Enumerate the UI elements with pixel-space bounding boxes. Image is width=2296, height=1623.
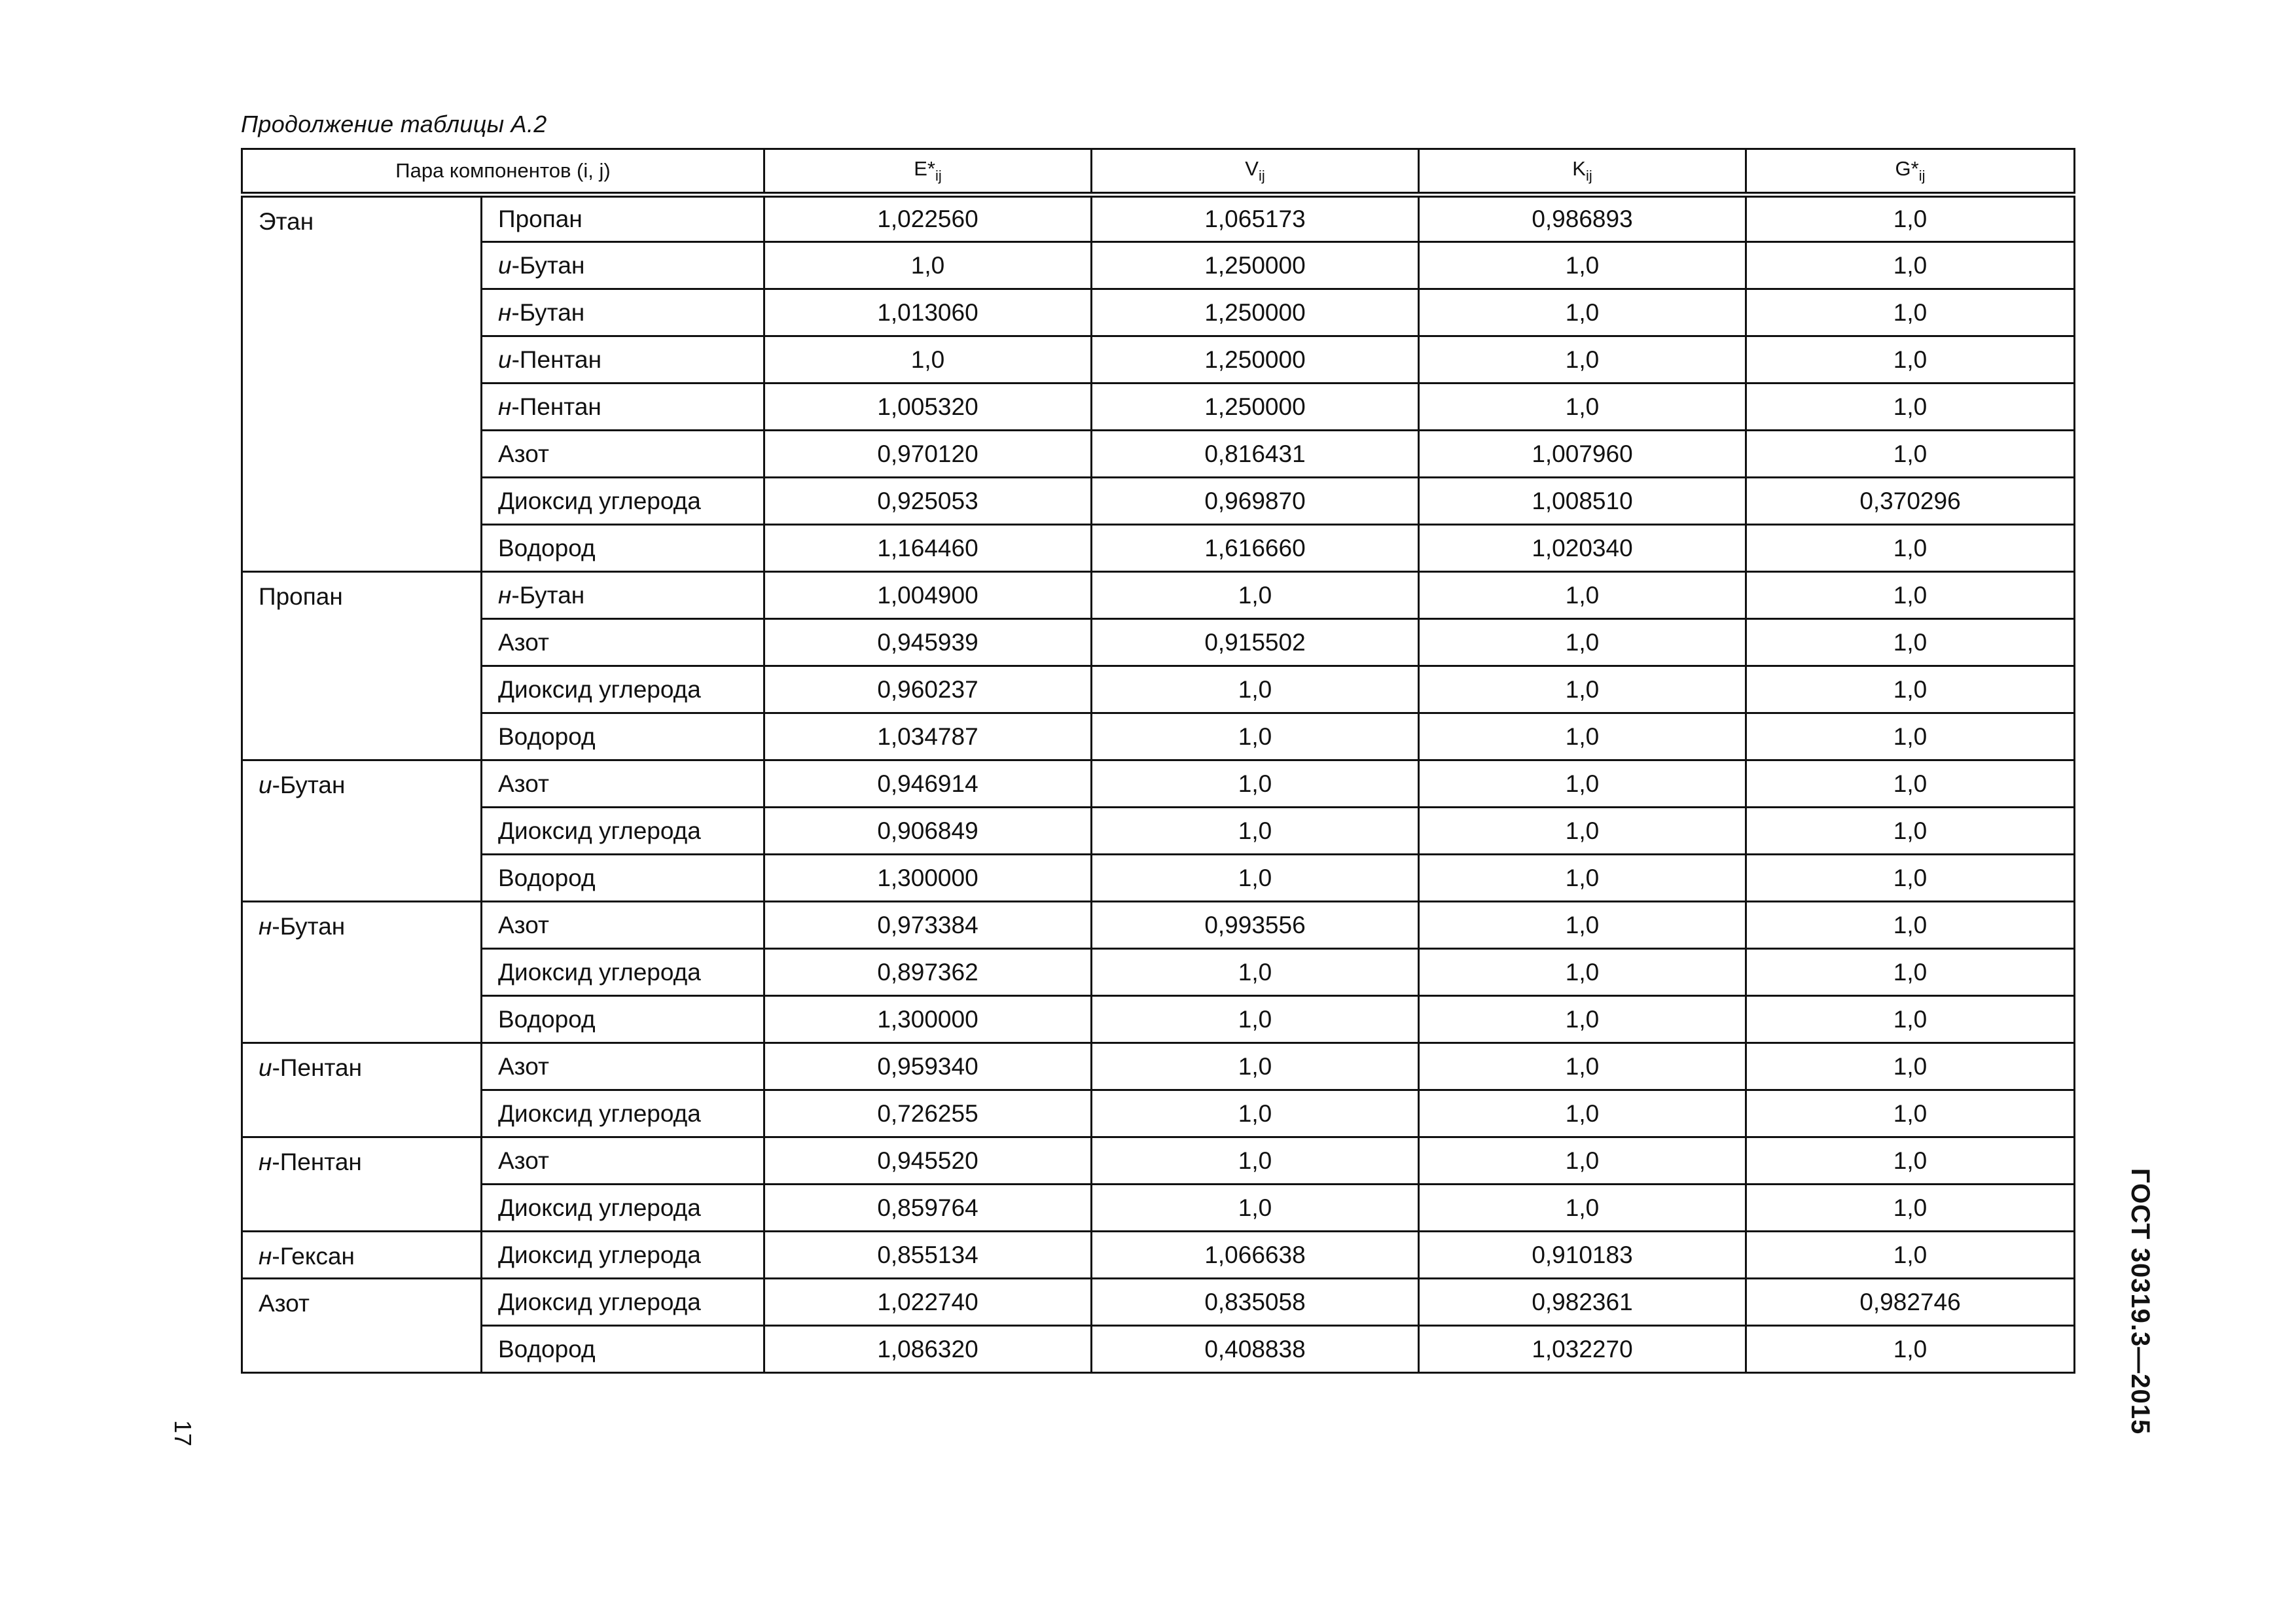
value-cell-k: 1,020340 <box>1419 525 1746 572</box>
second-component-cell <box>482 619 764 666</box>
component-name: Пропан <box>498 205 583 232</box>
value-cell-k: 1,0 <box>1419 949 1746 996</box>
value-cell-e: 0,946914 <box>764 760 1092 808</box>
value-cell-g: 1,0 <box>1746 855 2075 902</box>
component-name: Азот <box>498 440 549 467</box>
value-cell-g: 1,0 <box>1746 572 2075 619</box>
value-cell-v: 1,0 <box>1092 666 1419 713</box>
value-cell-e: 1,005320 <box>764 383 1092 431</box>
component-name: Диоксид углерода <box>498 1194 701 1221</box>
second-component-cell <box>482 525 764 572</box>
component-name: -Бутан <box>511 251 585 279</box>
value-cell-g: 1,0 <box>1746 619 2075 666</box>
value-cell-g: 1,0 <box>1746 431 2075 478</box>
component-name: Диоксид углерода <box>498 817 701 844</box>
header-v: $V_{ij}$ <box>1092 149 1419 195</box>
value-cell-e: 0,959340 <box>764 1043 1092 1090</box>
table-row <box>242 949 2075 996</box>
table-row <box>242 713 2075 760</box>
value-cell-k: 1,032270 <box>1419 1326 1746 1373</box>
first-component-cell <box>242 760 482 902</box>
value-cell-e: 1,0 <box>764 242 1092 289</box>
component-name: -Гексан <box>272 1243 355 1270</box>
header-pair: Пара компонентов (i, j) <box>242 149 764 195</box>
table-row <box>242 808 2075 855</box>
value-cell-e: 1,086320 <box>764 1326 1092 1373</box>
component-name: Диоксид углерода <box>498 1288 701 1315</box>
table-row <box>242 336 2075 383</box>
value-cell-e: 1,034787 <box>764 713 1092 760</box>
first-component-cell <box>242 1232 482 1279</box>
value-cell-k: 1,0 <box>1419 1137 1746 1185</box>
value-cell-g: 1,0 <box>1746 383 2075 431</box>
second-component-cell <box>482 478 764 525</box>
second-component-cell <box>482 1232 764 1279</box>
component-prefix: н <box>498 298 512 326</box>
value-cell-k: 0,986893 <box>1419 195 1746 242</box>
component-name: Азот <box>498 1147 549 1174</box>
table-row <box>242 383 2075 431</box>
value-cell-k: 1,0 <box>1419 572 1746 619</box>
value-cell-e: 0,726255 <box>764 1090 1092 1137</box>
component-name: Диоксид углерода <box>498 1241 701 1268</box>
table-row <box>242 525 2075 572</box>
value-cell-k: 1,0 <box>1419 760 1746 808</box>
value-cell-g: 1,0 <box>1746 996 2075 1043</box>
component-prefix: и <box>498 346 512 373</box>
value-cell-k: 1,0 <box>1419 713 1746 760</box>
value-cell-g: 1,0 <box>1746 1090 2075 1137</box>
table-row <box>242 902 2075 949</box>
component-name: Водород <box>498 1335 596 1363</box>
table-row <box>242 478 2075 525</box>
value-cell-k: 1,0 <box>1419 242 1746 289</box>
component-name: -Бутан <box>511 298 585 326</box>
value-cell-g: 1,0 <box>1746 242 2075 289</box>
first-component-cell <box>242 572 482 760</box>
component-prefix: и <box>259 1054 272 1081</box>
value-cell-v: 1,0 <box>1092 1043 1419 1090</box>
value-cell-e: 0,925053 <box>764 478 1092 525</box>
second-component-cell <box>482 383 764 431</box>
value-cell-e: 0,945939 <box>764 619 1092 666</box>
second-component-cell <box>482 760 764 808</box>
value-cell-g: 1,0 <box>1746 713 2075 760</box>
value-cell-k: 1,0 <box>1419 666 1746 713</box>
table-row <box>242 1232 2075 1279</box>
value-cell-e: 0,906849 <box>764 808 1092 855</box>
component-name: Диоксид углерода <box>498 958 701 986</box>
first-component-cell <box>242 1279 482 1373</box>
value-cell-v: 1,0 <box>1092 572 1419 619</box>
value-cell-k: 1,0 <box>1419 1185 1746 1232</box>
table-row <box>242 289 2075 336</box>
table-row <box>242 1279 2075 1326</box>
value-cell-v: 0,969870 <box>1092 478 1419 525</box>
value-cell-v: 0,816431 <box>1092 431 1419 478</box>
value-cell-e: 1,013060 <box>764 289 1092 336</box>
second-component-cell <box>482 713 764 760</box>
value-cell-e: 0,945520 <box>764 1137 1092 1185</box>
value-cell-k: 1,0 <box>1419 1043 1746 1090</box>
component-name: Азот <box>498 628 549 656</box>
component-name: Водород <box>498 864 596 891</box>
component-name: Азот <box>498 770 549 797</box>
value-cell-g: 0,370296 <box>1746 478 2075 525</box>
value-cell-g: 1,0 <box>1746 760 2075 808</box>
table-row <box>242 1090 2075 1137</box>
value-cell-e: 1,004900 <box>764 572 1092 619</box>
table-row <box>242 1043 2075 1090</box>
component-prefix: н <box>498 393 512 420</box>
value-cell-e: 1,164460 <box>764 525 1092 572</box>
value-cell-v: 1,0 <box>1092 949 1419 996</box>
value-cell-v: 0,408838 <box>1092 1326 1419 1373</box>
component-name: Этан <box>259 208 314 235</box>
component-prefix: н <box>259 913 272 940</box>
value-cell-v: 0,835058 <box>1092 1279 1419 1326</box>
second-component-cell <box>482 572 764 619</box>
value-cell-e: 0,973384 <box>764 902 1092 949</box>
component-prefix: и <box>498 251 512 279</box>
value-cell-v: 1,0 <box>1092 760 1419 808</box>
value-cell-g: 1,0 <box>1746 808 2075 855</box>
second-component-cell <box>482 666 764 713</box>
value-cell-g: 1,0 <box>1746 902 2075 949</box>
header-g: $G*_{ij}$ <box>1746 149 2075 195</box>
component-name: -Пентан <box>511 393 601 420</box>
component-name: Водород <box>498 722 596 750</box>
second-component-cell <box>482 195 764 242</box>
value-cell-k: 1,0 <box>1419 336 1746 383</box>
value-cell-v: 0,993556 <box>1092 902 1419 949</box>
component-prefix: н <box>259 1149 272 1175</box>
value-cell-e: 0,859764 <box>764 1185 1092 1232</box>
second-component-cell <box>482 336 764 383</box>
value-cell-v: 1,250000 <box>1092 336 1419 383</box>
table-row <box>242 431 2075 478</box>
second-component-cell <box>482 902 764 949</box>
value-cell-g: 1,0 <box>1746 195 2075 242</box>
table-row <box>242 996 2075 1043</box>
value-cell-k: 1,0 <box>1419 619 1746 666</box>
table-row <box>242 1137 2075 1185</box>
component-name: -Бутан <box>272 913 346 940</box>
value-cell-e: 0,855134 <box>764 1232 1092 1279</box>
value-cell-e: 0,897362 <box>764 949 1092 996</box>
value-cell-k: 1,007960 <box>1419 431 1746 478</box>
second-component-cell <box>482 1279 764 1326</box>
value-cell-g: 1,0 <box>1746 1326 2075 1373</box>
second-component-cell <box>482 949 764 996</box>
component-name: -Пентан <box>511 346 602 373</box>
value-cell-e: 1,300000 <box>764 996 1092 1043</box>
second-component-cell <box>482 996 764 1043</box>
second-component-cell <box>482 1043 764 1090</box>
second-component-cell <box>482 1326 764 1373</box>
value-cell-g: 1,0 <box>1746 1232 2075 1279</box>
table-row <box>242 242 2075 289</box>
second-component-cell <box>482 289 764 336</box>
first-component-cell <box>242 1137 482 1232</box>
value-cell-g: 0,982746 <box>1746 1279 2075 1326</box>
value-cell-k: 1,0 <box>1419 996 1746 1043</box>
table-row <box>242 1185 2075 1232</box>
second-component-cell <box>482 242 764 289</box>
value-cell-g: 1,0 <box>1746 1185 2075 1232</box>
value-cell-k: 1,0 <box>1419 1090 1746 1137</box>
component-name: Водород <box>498 534 596 562</box>
value-cell-v: 1,250000 <box>1092 383 1419 431</box>
table-row <box>242 1326 2075 1373</box>
value-cell-v: 1,0 <box>1092 713 1419 760</box>
value-cell-k: 1,008510 <box>1419 478 1746 525</box>
table-row <box>242 666 2075 713</box>
second-component-cell <box>482 1090 764 1137</box>
value-cell-v: 1,250000 <box>1092 289 1419 336</box>
table-row <box>242 855 2075 902</box>
table-caption: Продолжение таблицы А.2 <box>241 111 547 137</box>
value-cell-v: 1,0 <box>1092 996 1419 1043</box>
second-component-cell <box>482 808 764 855</box>
component-name: Пропан <box>259 583 343 610</box>
table-row <box>242 195 2075 242</box>
component-name: -Пентан <box>272 1149 362 1175</box>
value-cell-g: 1,0 <box>1746 289 2075 336</box>
value-cell-v: 1,0 <box>1092 1137 1419 1185</box>
value-cell-k: 1,0 <box>1419 855 1746 902</box>
parameters-table <box>241 148 2075 1374</box>
component-name: Азот <box>498 911 549 938</box>
first-component-cell <box>242 1043 482 1137</box>
value-cell-e: 1,0 <box>764 336 1092 383</box>
table-row <box>242 572 2075 619</box>
value-cell-k: 1,0 <box>1419 289 1746 336</box>
table-body <box>242 195 2075 1373</box>
second-component-cell <box>482 855 764 902</box>
value-cell-v: 1,0 <box>1092 1185 1419 1232</box>
second-component-cell <box>482 431 764 478</box>
value-cell-k: 1,0 <box>1419 383 1746 431</box>
value-cell-k: 1,0 <box>1419 902 1746 949</box>
value-cell-v: 1,616660 <box>1092 525 1419 572</box>
component-name: Азот <box>259 1290 310 1317</box>
value-cell-k: 1,0 <box>1419 808 1746 855</box>
table-row <box>242 760 2075 808</box>
value-cell-v: 1,065173 <box>1092 195 1419 242</box>
component-prefix: н <box>498 581 512 609</box>
component-name: -Бутан <box>511 581 585 609</box>
value-cell-e: 1,022560 <box>764 195 1092 242</box>
component-name: Водород <box>498 1005 596 1033</box>
value-cell-k: 0,982361 <box>1419 1279 1746 1326</box>
second-component-cell <box>482 1185 764 1232</box>
component-name: Диоксид углерода <box>498 487 701 514</box>
value-cell-k: 0,910183 <box>1419 1232 1746 1279</box>
header-e: $E*_{ij}$ <box>764 149 1092 195</box>
value-cell-g: 1,0 <box>1746 336 2075 383</box>
value-cell-v: 1,250000 <box>1092 242 1419 289</box>
component-name: -Бутан <box>272 772 346 798</box>
second-component-cell <box>482 1137 764 1185</box>
first-component-cell <box>242 902 482 1043</box>
value-cell-e: 1,022740 <box>764 1279 1092 1326</box>
value-cell-v: 1,0 <box>1092 808 1419 855</box>
value-cell-e: 1,300000 <box>764 855 1092 902</box>
component-name: -Пентан <box>272 1054 363 1081</box>
document-code: ГОСТ 30319.3—2015 <box>2126 1168 2155 1435</box>
value-cell-g: 1,0 <box>1746 1137 2075 1185</box>
value-cell-g: 1,0 <box>1746 525 2075 572</box>
page-number: 17 <box>170 1420 196 1447</box>
value-cell-e: 0,970120 <box>764 431 1092 478</box>
component-name: Диоксид углерода <box>498 675 701 703</box>
value-cell-g: 1,0 <box>1746 666 2075 713</box>
component-prefix: н <box>259 1243 272 1270</box>
component-prefix: и <box>259 772 272 798</box>
value-cell-g: 1,0 <box>1746 1043 2075 1090</box>
value-cell-e: 0,960237 <box>764 666 1092 713</box>
component-name: Диоксид углерода <box>498 1099 701 1127</box>
value-cell-v: 1,066638 <box>1092 1232 1419 1279</box>
table-row <box>242 619 2075 666</box>
header-row <box>242 149 2075 195</box>
first-component-cell <box>242 195 482 572</box>
value-cell-v: 0,915502 <box>1092 619 1419 666</box>
value-cell-v: 1,0 <box>1092 855 1419 902</box>
header-k: $K_{ij}$ <box>1419 149 1746 195</box>
component-name: Азот <box>498 1052 549 1080</box>
value-cell-v: 1,0 <box>1092 1090 1419 1137</box>
value-cell-g: 1,0 <box>1746 949 2075 996</box>
